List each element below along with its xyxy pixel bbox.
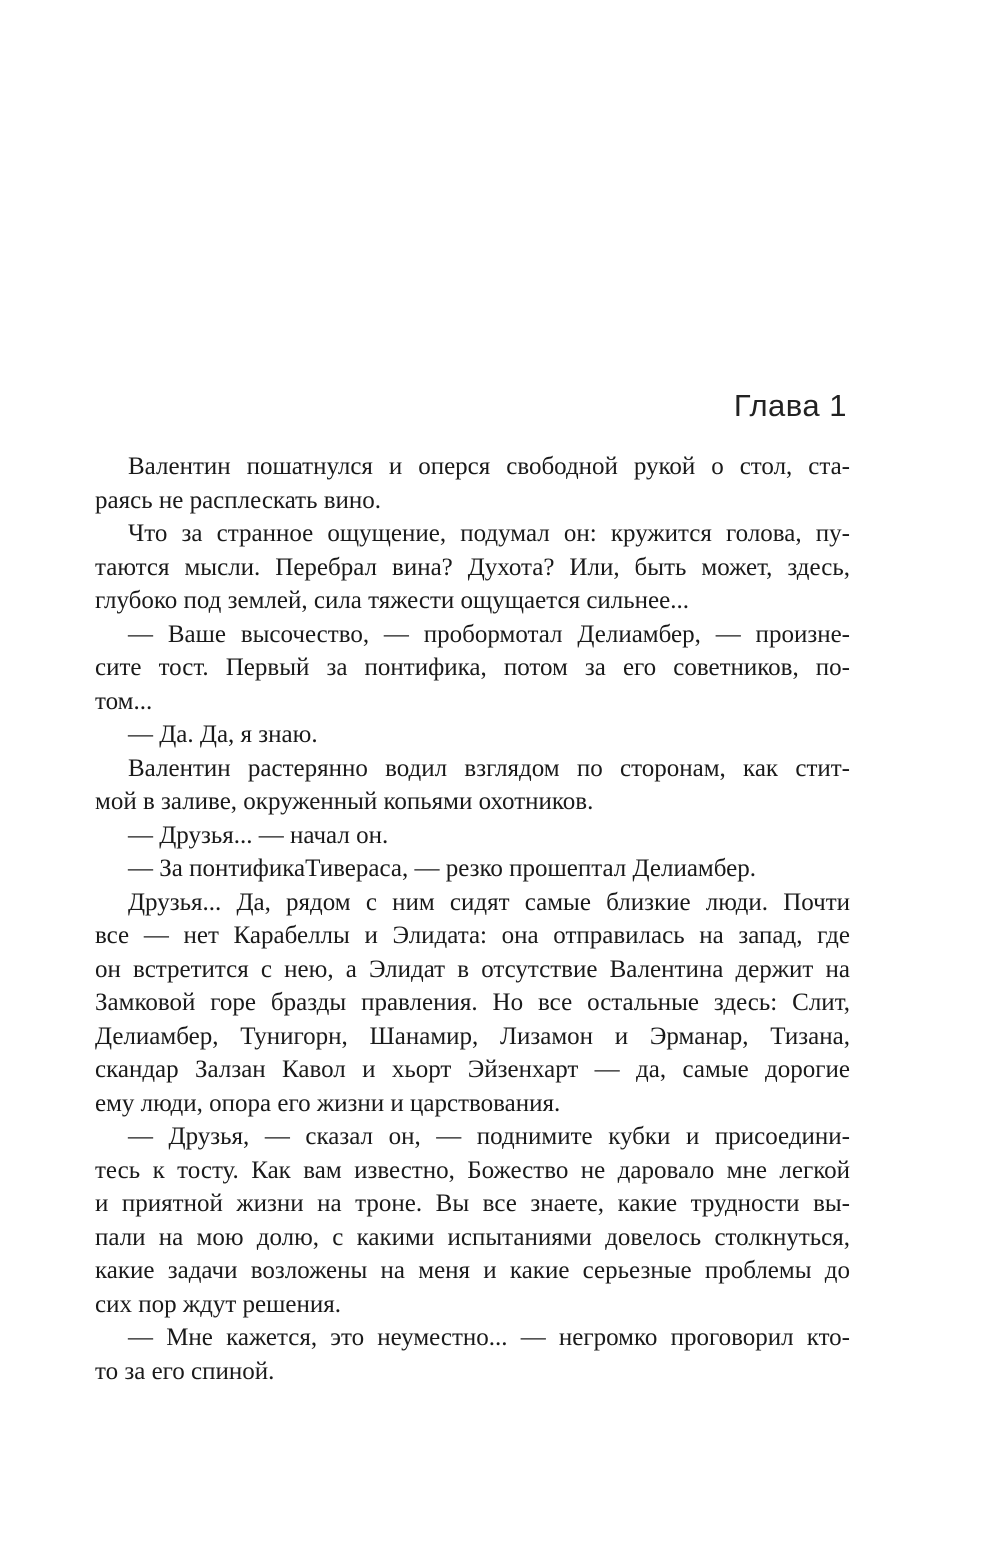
chapter-title: Глава 1	[733, 388, 847, 423]
text-line: — Мне кажется, это неуместно... — негромко проговорил кто-	[128, 1324, 850, 1351]
text-line: Что за странное ощущение, подумал он: кружится голова, пу-	[128, 520, 850, 547]
text-line: — За понтификаТивераса, — резко прошептал Делиамбер.	[128, 855, 756, 882]
text-line: какие задачи возложены на меня и какие серьезные проблемы до	[95, 1257, 850, 1284]
text-line: тесь к тосту. Как вам известно, Божество не даровало мне легкой	[95, 1156, 850, 1184]
text-line: пали на мою долю, с какими испытаниями довелось столкнуться,	[95, 1223, 850, 1251]
text-line: то за его спиной.	[95, 1357, 275, 1385]
text-line: сих пор ждут решения.	[95, 1290, 341, 1318]
text-line: таются мысли. Перебрал вина? Духота? Или, быть может, здесь,	[95, 553, 850, 581]
text-line: том...	[95, 687, 153, 715]
text-line: и приятной жизни на троне. Вы все знаете, какие трудности вы-	[95, 1190, 850, 1217]
body-text	[95, 450, 850, 1388]
text-line: — Друзья, — сказал он, — поднимите кубки и присоедини-	[128, 1123, 850, 1150]
text-line: глубоко под землей, сила тяжести ощущается сильнее...	[95, 587, 689, 614]
text-line: все — нет Карабеллы и Элидата: она отправилась на запад, где	[95, 922, 850, 949]
text-line: раясь не расплескать вино.	[95, 486, 382, 514]
text-line: мой в заливе, окруженный копьями охотников.	[95, 788, 594, 815]
text-line: Валентин пошатнулся и оперся свободной рукой о стол, ста-	[128, 453, 850, 480]
text-line: Валентин растерянно водил взглядом по сторонам, как стит-	[128, 754, 850, 782]
text-line: — Да. Да, я знаю.	[128, 721, 318, 748]
text-line: — Друзья... — начал он.	[128, 821, 389, 849]
text-line: скандар Залзан Кавол и хьорт Эйзенхарт — да, самые дорогие	[95, 1056, 850, 1083]
text-line: Замковой горе бразды правления. Но все остальные здесь: Слит,	[95, 989, 850, 1016]
text-line: он встретится с нею, а Элидат в отсутствие Валентина держит на	[95, 955, 850, 983]
text-line: Делиамбер, Тунигорн, Шанамир, Лизамон и Эрманар, Тизана,	[95, 1022, 850, 1050]
text-line: Друзья... Да, рядом с ним сидят самые близкие люди. Почти	[128, 888, 850, 916]
text-line: ему люди, опора его жизни и царствования.	[95, 1089, 561, 1117]
text-line: — Ваше высочество, — пробормотал Делиамбер, — произне-	[128, 620, 850, 648]
text-line: сите тост. Первый за понтифика, потом за его советников, по-	[95, 654, 850, 681]
